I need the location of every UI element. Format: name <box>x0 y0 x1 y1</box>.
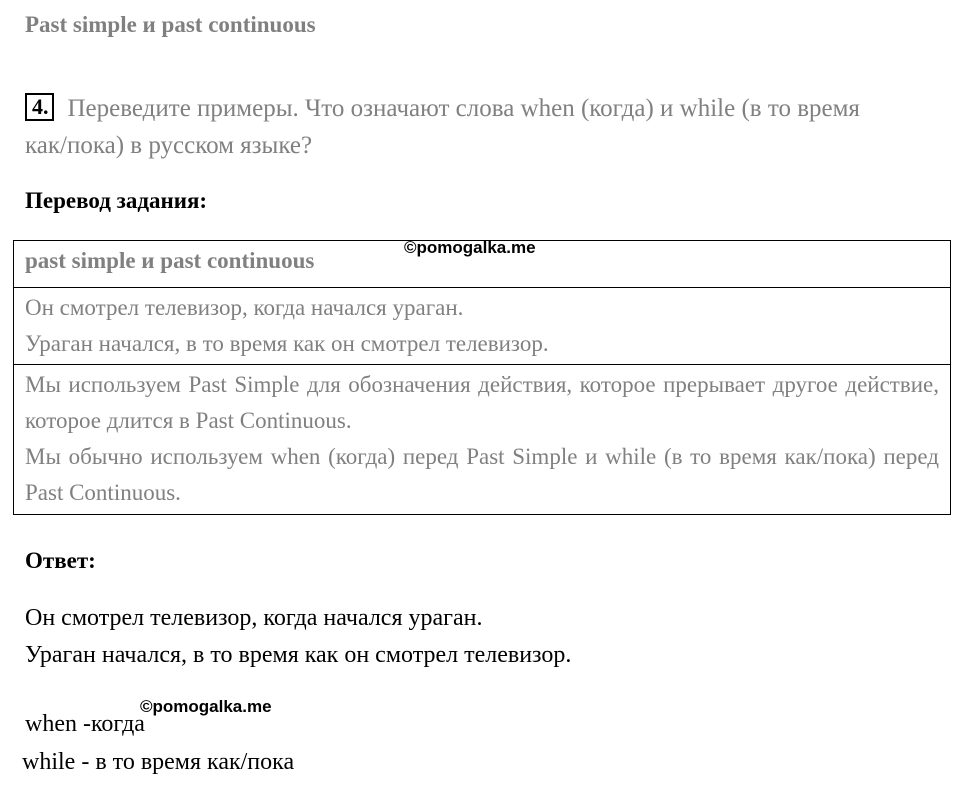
answer-sentences <box>25 600 571 674</box>
page-title: Past simple и past continuous <box>25 12 316 37</box>
vocab-when: when -когда <box>25 711 145 737</box>
task-text: Переведите примеры. Что означают слова when (когда) и while (в то время как/пока) в русском языке? <box>25 95 860 159</box>
watermark: ©pomogalka.me <box>140 697 272 716</box>
task-block <box>25 90 905 164</box>
explanation-paragraph: Мы обычно используем when (когда) перед Past Simple и while (в то время как/пока) перед Past Continuous. <box>25 444 939 505</box>
answer-sentence: Он смотрел телевизор, когда начался ураган. <box>25 605 483 631</box>
explanation-paragraph: Мы используем Past Simple для обозначения действия, которое прерывает другое действие, которое длится в Past Continuous. <box>25 372 939 433</box>
table-title: past simple и past continuous <box>25 248 315 273</box>
watermark: ©pomogalka.me <box>404 238 536 257</box>
explanation-row <box>14 364 950 514</box>
task-number: 4. <box>25 93 54 121</box>
translation-heading: Перевод задания: <box>25 188 208 213</box>
answer-heading: Ответ: <box>25 548 96 573</box>
examples-row <box>14 287 950 364</box>
example-sentence: Он смотрел телевизор, когда начался ураган. <box>25 295 464 320</box>
translation-table <box>13 240 951 515</box>
example-sentence: Ураган начался, в то время как он смотрел телевизор. <box>25 331 549 356</box>
vocab-while: while - в то время как/пока <box>22 749 295 775</box>
answer-sentence: Ураган начался, в то время как он смотрел телевизор. <box>25 642 572 668</box>
